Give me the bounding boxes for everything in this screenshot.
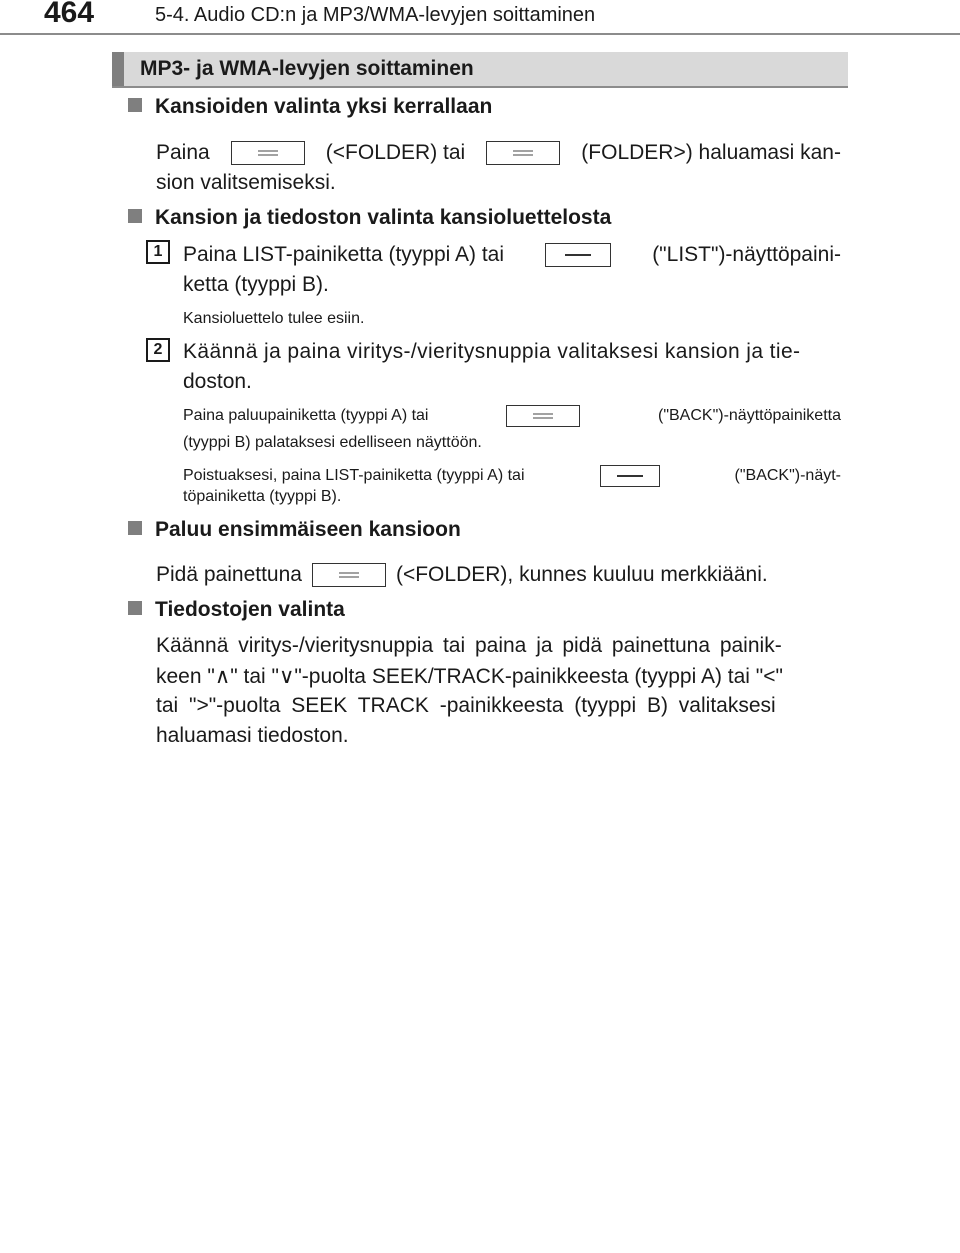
heading-file-select [128,598,345,622]
text: ("BACK")-näyt- [734,467,841,484]
bullet-square-icon [128,209,142,223]
note2-line-1 [183,404,841,428]
step2-line-1 [183,337,841,367]
files-line-4: haluamasi tiedoston. [156,724,349,747]
text: Paina paluupainiketta (tyyppi A) tai [183,407,429,424]
page-header [0,0,960,40]
text: (<FOLDER), kunnes kuuluu merkkiääni. [395,563,768,586]
text: (FOLDER>) haluamasi kan- [581,141,841,164]
text: ("LIST")-näyttöpaini- [652,243,841,266]
folders-line-2: sion valitsemiseksi. [156,171,336,194]
text: Poistuaksesi, paina LIST-painiketta (tyyppi A) tai [183,467,525,484]
text: Paina [156,141,210,164]
heading-text: Kansioiden valinta yksi kerrallaan [155,95,493,118]
folder-prev-button-icon [312,563,386,587]
section-rule [112,86,848,88]
text: Paina LIST-painiketta (tyyppi A) tai [183,243,504,266]
files-line-2 [156,661,841,691]
files-line-1 [156,631,841,661]
text: (<FOLDER) tai [325,141,466,164]
text: Käännä viritys-/vieritysnuppia tai paina ja pidä painettuna painik- [156,634,782,657]
folder-next-button-icon [486,141,560,165]
note2-line-2: (tyyppi B) palataksesi edelliseen näyttöön. [183,434,482,451]
section-title-bar [112,52,848,86]
folders-line-1 [156,138,841,168]
page-number: 464 [44,0,95,29]
files-line-3 [156,691,841,721]
step1-line-1 [183,240,841,270]
bullet-square-icon [128,521,142,535]
back-screen-button-icon [506,405,580,427]
text: Pidä painettuna [156,563,302,586]
bullet-square-icon [128,601,142,615]
heading-return-first-folder [128,518,461,542]
return-line-1 [156,560,768,590]
heading-text: Paluu ensimmäiseen kansioon [155,518,461,541]
heading-list-select [128,206,611,230]
step-2-badge: 2 [146,338,170,362]
step1-line-2: ketta (tyyppi B). [183,273,329,296]
text: keen "∧" tai "∨"-puolta SEEK/TRACK-painikkeesta (tyyppi A) tai "<" [156,664,783,688]
header-rule [0,33,960,35]
list-screen-button-icon [545,243,611,267]
note3-line-1 [183,464,841,488]
heading-text: Tiedostojen valinta [155,598,345,621]
bullet-square-icon [128,98,142,112]
step-1-badge: 1 [146,240,170,264]
step2-line-2: doston. [183,370,252,393]
step1-note: Kansioluettelo tulee esiin. [183,310,365,327]
text: ("BACK")-näyttöpainiketta [657,407,841,424]
heading-text: Kansion ja tiedoston valinta kansioluettelosta [155,206,612,229]
back-screen-button-icon [600,465,660,487]
text: tai ">"-puolta SEEK TRACK -painikkeesta (tyyppi B) valitaksesi [156,694,776,717]
heading-folder-select [128,95,492,119]
folder-prev-button-icon [231,141,305,165]
note3-line-2: töpainiketta (tyyppi B). [183,488,342,505]
text: Käännä ja paina viritys-/vieritysnuppia valitaksesi kansion ja tie- [183,340,801,363]
chapter-title: 5-4. Audio CD:n ja MP3/WMA-levyjen soittaminen [155,4,596,26]
section-title: MP3- ja WMA-levyjen soittaminen [140,57,474,80]
